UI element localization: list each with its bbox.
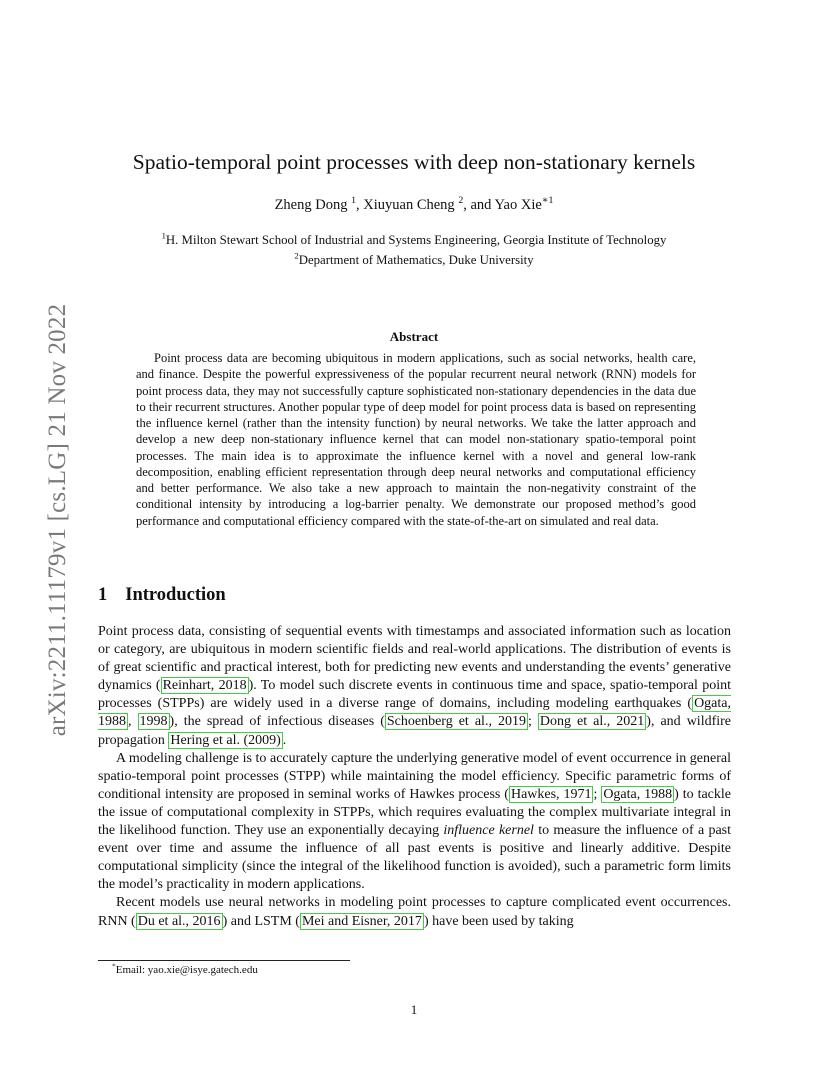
arxiv-stamp: arXiv:2211.11179v1 [cs.LG] 21 Nov 2022 <box>44 303 71 737</box>
citation-link[interactable]: Hering et al. (2009) <box>170 732 281 748</box>
author-mark: ∗1 <box>541 195 554 207</box>
paragraph <box>98 623 731 750</box>
body-text <box>98 623 731 931</box>
affiliation-text: Department of Mathematics, Duke University <box>298 253 534 267</box>
text-run: ), and wildfire propagation <box>98 714 732 748</box>
author-mark: 1 <box>351 195 357 207</box>
author-separator: , <box>356 197 364 213</box>
text-run: A modeling challenge is to accurately capture the underlying generative model of event occurrence in general spatio-temporal point processes (STPP) while maintaining the model efficiency. Specific parametric forms of conditional intensity are proposed in seminal works of Hawkes process ( <box>98 750 731 802</box>
paragraph <box>98 894 731 930</box>
text-run: ). To model such discrete events in continuous time and space, spatio-temporal point processes (STPPs) are widely used in a diverse range of domains, including modeling earthquakes ( <box>98 678 731 712</box>
footnote-text: Email: yao.xie@isye.gatech.edu <box>115 964 258 976</box>
citation-link[interactable]: Reinhart, 2018 <box>162 678 247 694</box>
text-run: ) to tackle the issue of computational complexity in STPPs, which requires evaluating the complex multivariate integral in the likelihood function. They use an exponentially decaying <box>98 786 731 839</box>
emphasis-text: influence kernel <box>443 823 534 839</box>
footnote-mark: * <box>112 961 116 971</box>
author-separator: , and <box>463 197 495 213</box>
text-run: . <box>282 732 287 748</box>
paragraph <box>98 750 731 895</box>
text-run: ), the spread of infectious diseases ( <box>169 714 385 730</box>
abstract-heading: Abstract <box>389 329 439 344</box>
affiliation-mark: 1 <box>161 230 166 241</box>
citation-link[interactable]: Ogata, 1988 <box>603 786 673 802</box>
text-run: Point process data, consisting of sequential events with timestamps and associated information such as location or category, are ubiquitous in modern scientific fields and real-world applications. The distribution of events is of great scientific and practical interest, both for predicting new events and understanding the events’ generative dynamics ( <box>98 624 731 694</box>
affiliation <box>80 230 748 248</box>
section-title: Introduction <box>125 585 226 605</box>
citation-link[interactable]: Dong et al., 2021 <box>539 714 645 730</box>
footnote <box>112 961 258 976</box>
page-number: 1 <box>410 1002 418 1017</box>
citation-link[interactable]: 1998 <box>139 714 168 730</box>
citation-link[interactable]: Mei and Eisner, 2017 <box>301 913 422 929</box>
text-run: ; <box>593 786 602 802</box>
author-name: Zheng Dong <box>274 197 352 213</box>
text-run: ) have been used by taking <box>423 913 574 929</box>
citation-link[interactable]: Du et al., 2016 <box>137 913 221 929</box>
affiliation <box>80 250 748 268</box>
paper-title: Spatio-temporal point processes with deep non-stationary kernels <box>132 150 696 174</box>
text-run: ) and LSTM ( <box>222 913 300 929</box>
text-run: ; <box>527 714 538 730</box>
text-run: Recent models use neural networks in modeling point processes to capture complicated event occurrences. RNN ( <box>98 895 731 929</box>
citation-link[interactable]: Schoenberg et al., 2019 <box>386 714 526 730</box>
abstract-text: Point process data are becoming ubiquitous in modern applications, such as social networks, health care, and finance. Despite the powerful expressiveness of the popular recurrent neural network (RNN) models for point process data, they may not successfully capture sophisticated non-stationary dependencies in the data due to their recurrent structures. Another popular type of deep model for point process data is based on representing the influence kernel (rather than the intensity function) by neural networks. We take the latter approach and develop a new deep non-stationary influence kernel that can model non-stationary spatio-temporal point processes. The main idea is to approximate the influence kernel with a novel and general low-rank decomposition, enabling efficient representation through deep neural networks and computational efficiency and better performance. We also take a new approach to maintain the non-negativity constraint of the conditional intensity by introducing a log-barrier penalty. We demonstrate our proposed method’s good performance and computational efficiency compared with the state-of-the-art on simulated and real data. <box>136 351 696 528</box>
author-name: Xiuyuan Cheng <box>363 197 459 213</box>
section-heading <box>98 585 226 606</box>
text-run: , <box>128 714 138 730</box>
citation-link[interactable]: Ogata, 1988 <box>98 696 731 730</box>
author-mark: 2 <box>458 195 464 207</box>
author-list <box>80 197 748 214</box>
author-name: Yao Xie <box>494 197 542 213</box>
affiliation-mark: 2 <box>294 250 299 261</box>
text-run: to measure the influence of a past event over time and assume the influence of all past events is positive and linearly additive. Despite computational simplicity (since the integral of the likelihood function is avoided), such a parametric form limits the model’s practicality in modern applications. <box>98 823 732 893</box>
citation-link[interactable]: Hawkes, 1971 <box>510 786 592 802</box>
section-number: 1 <box>98 585 108 605</box>
footnote-rule <box>98 960 350 961</box>
affiliation-text: H. Milton Stewart School of Industrial and Systems Engineering, Georgia Institute of Technology <box>165 233 667 247</box>
